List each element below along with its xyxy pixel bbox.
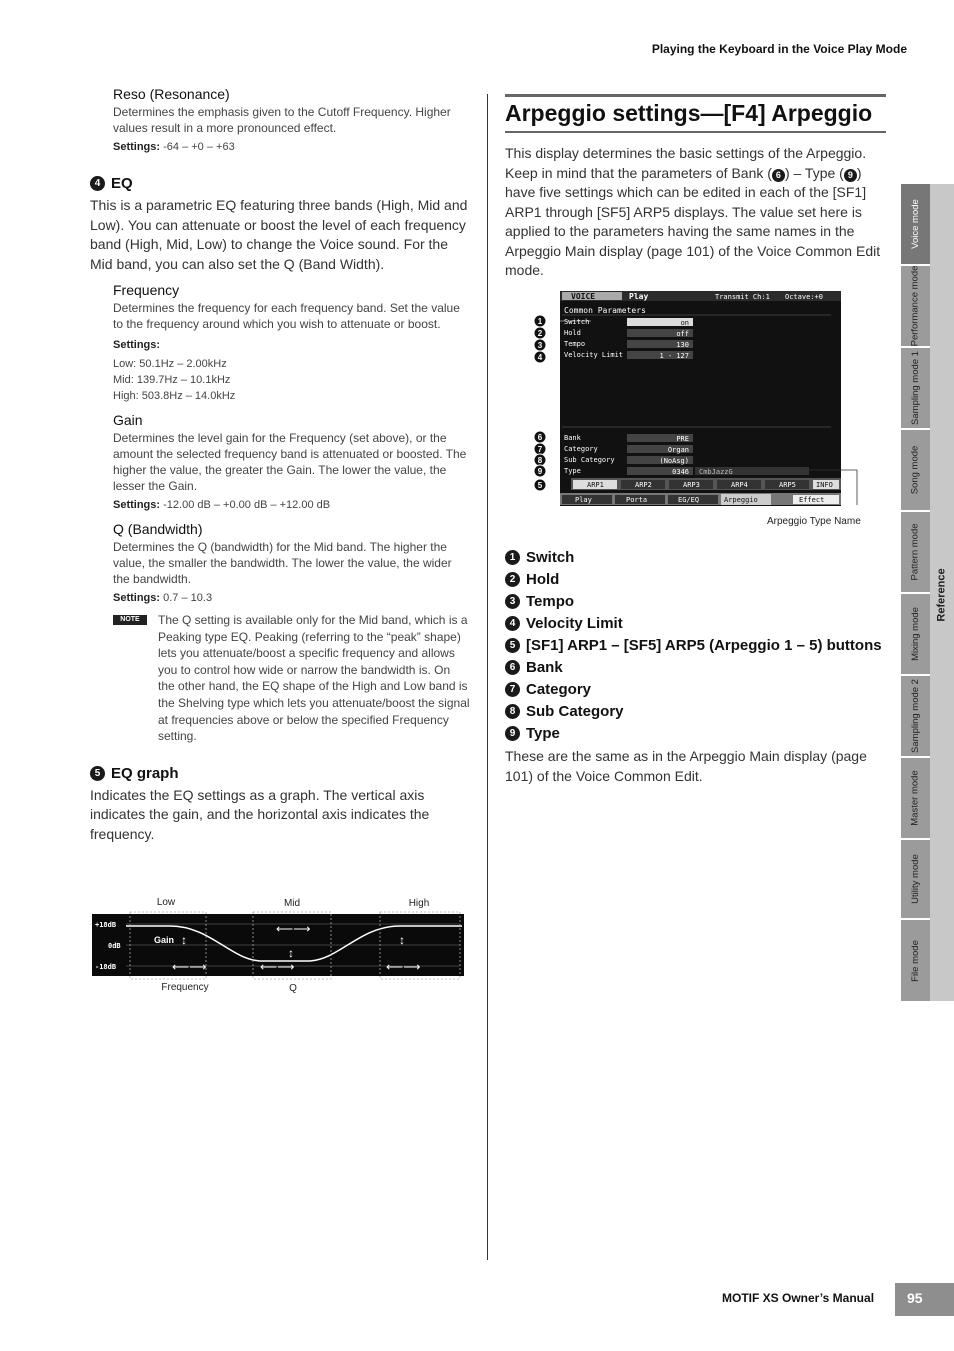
type-name-value: CmbJazzG [699, 468, 733, 476]
play-label: Play [629, 292, 649, 301]
gain-settings [113, 498, 470, 513]
number-badge: 4 [505, 616, 520, 631]
eq-graph-title: EQ graph [111, 764, 179, 782]
vertical-arrow-icon: ↕ [288, 946, 294, 960]
callout-3: 3 [537, 341, 543, 350]
number-badge: 1 [505, 550, 520, 565]
tab-label: File mode [909, 939, 921, 982]
callout-5: 5 [537, 481, 543, 490]
horizontal-arrow-icon: ⟵⟶ [276, 922, 311, 936]
tab-label: Master mode [909, 770, 921, 826]
tab-label: Voice mode [909, 199, 921, 249]
horizontal-arrow-icon: ⟵⟶ [172, 960, 207, 974]
reso-settings [113, 140, 470, 155]
tab-arpeggio-label: Arpeggio [724, 496, 758, 504]
callout-9: 9 [537, 467, 543, 476]
q-title: Q (Bandwidth) [113, 521, 203, 537]
callout-6: 6 [537, 433, 543, 442]
arp4-label: ARP4 [731, 481, 748, 489]
number-badge: 5 [505, 638, 520, 653]
number-badge: 2 [505, 572, 520, 587]
tab-label: Performance mode [909, 265, 921, 347]
arp5-label: ARP5 [779, 481, 796, 489]
velocity-value: 1 - 127 [659, 352, 689, 360]
vertical-arrow-icon: ↕ [399, 933, 405, 947]
eq-graph-heading [90, 765, 470, 782]
tab-utility-mode[interactable] [901, 840, 930, 920]
frequency-mid: Mid: 139.7Hz – 10.1kHz [113, 374, 231, 386]
common-params-title: Common Parameters [564, 306, 646, 315]
callout-2: 2 [537, 329, 543, 338]
category-param: Category [564, 445, 598, 453]
list-item [505, 547, 885, 569]
q-settings [113, 591, 470, 606]
velocity-param: Velocity Limit [564, 351, 624, 359]
tab-song-mode[interactable] [901, 430, 930, 512]
section-title: Arpeggio settings—[F4] Arpeggio [505, 94, 886, 133]
settings-value: -64 – +0 – +63 [163, 141, 235, 153]
frequency-high: High: 503.8Hz – 14.0kHz [113, 390, 236, 402]
reference-label [930, 560, 954, 630]
number-badge: 9 [844, 169, 857, 182]
eq-heading [90, 175, 470, 192]
lcd-screen [531, 291, 876, 528]
list-item [505, 569, 885, 591]
list-item [505, 679, 885, 701]
reference-text: Reference [936, 568, 949, 622]
list-item-label: Sub Category [526, 703, 624, 720]
intro-part: ) – Type ( [784, 164, 844, 181]
arp3-label: ARP3 [683, 481, 700, 489]
number-badge: 5 [90, 766, 105, 781]
hold-param: Hold [564, 329, 581, 337]
horizontal-arrow-icon: ⟵⟶ [386, 960, 421, 974]
arp1-label: ARP1 [587, 481, 604, 489]
info-label: INFO [816, 481, 833, 489]
switch-value: on [680, 319, 689, 327]
reso-title: Reso (Resonance) [113, 86, 230, 102]
q-block [113, 521, 470, 606]
tab-performance-mode[interactable] [901, 266, 930, 348]
settings-value: 0.7 – 10.3 [163, 592, 213, 604]
callout-8: 8 [537, 456, 543, 465]
callout-1: 1 [537, 317, 543, 326]
side-tab-bar [901, 184, 930, 1001]
eq-graph-body: Indicates the EQ settings as a graph. The vertical axis indicates the gain, and the horizontal axis indicates the frequency. [90, 786, 430, 842]
settings-value: -12.00 dB – +0.00 dB – +12.00 dB [163, 499, 331, 511]
q-label: Q [289, 983, 297, 994]
tab-effect-label: Effect [799, 496, 825, 504]
number-badge: 3 [505, 594, 520, 609]
list-item-label: Switch [526, 549, 575, 566]
transmit-label: Transmit Ch:1 [715, 293, 770, 301]
list-item [505, 591, 885, 613]
reso-desc: Determines the emphasis given to the Cutoff Frequency. Higher values result in a more pronounced effect. [113, 105, 451, 135]
category-value: Organ [667, 446, 689, 454]
settings-label: Settings: [113, 592, 161, 604]
frequency-label: Frequency [161, 982, 209, 993]
tab-label: Sampling mode 1 [909, 351, 921, 425]
arpeggio-intro [505, 144, 886, 281]
list-item-label: Type [526, 725, 560, 742]
frequency-low: Low: 50.1Hz – 2.00kHz [113, 358, 227, 370]
page-number: 95 [895, 1283, 954, 1316]
list-item [505, 613, 885, 635]
q-desc: Determines the Q (bandwidth) for the Mid band. The higher the value, the smaller the bandwidth. The lower the value, the wider the bandwidth. [113, 540, 452, 586]
horizontal-arrow-icon: ⟵⟶ [260, 960, 295, 974]
number-badge: 6 [772, 169, 785, 182]
note-block [113, 612, 470, 745]
gain-block [113, 412, 470, 513]
reso-block [113, 86, 470, 155]
list-item-label: Hold [526, 571, 560, 588]
low-label: Low [156, 897, 176, 908]
bank-param: Bank [564, 434, 581, 442]
frequency-settings-label [113, 338, 470, 353]
tab-pattern-mode[interactable] [901, 512, 930, 594]
settings-label: Settings: [113, 339, 161, 351]
db-bot-label: -18dB [95, 963, 117, 971]
column-divider [487, 94, 488, 1260]
list-item-label: Category [526, 681, 592, 698]
tempo-value: 130 [676, 341, 689, 349]
list-item-label: Tempo [526, 593, 575, 610]
tab-label: Sampling mode 2 [909, 679, 921, 753]
eq-graph-figure [90, 893, 466, 995]
list-item-label: [SF1] ARP1 – [SF5] ARP5 (Arpeggio 1 – 5) buttons [526, 637, 882, 654]
type-name-caption: Arpeggio Type Name [767, 516, 861, 527]
tab-voice-mode[interactable] [901, 184, 930, 266]
gain-desc: Determines the level gain for the Frequency (set above), or the amount the selected frequency band is attenuated or boosted. The higher the value, the greater the Gain. The lower the value, the lesser the Gain. [113, 431, 467, 493]
tab-label: Utility mode [909, 854, 921, 904]
hold-value: off [676, 330, 689, 338]
arp2-label: ARP2 [635, 481, 652, 489]
number-badge: 8 [505, 704, 520, 719]
mid-label: Mid [283, 898, 301, 909]
number-badge: 7 [505, 682, 520, 697]
eq-body: This is a parametric EQ featuring three bands (High, Mid and Low). You can attenuate or boost the level of each frequency band (High, Mid, Low) to change the Voice sound. For the Mid band, you can also set the Q (Band Width). [90, 197, 468, 272]
octave-label: Octave:+0 [785, 293, 823, 301]
gain-title: Gain [113, 412, 143, 428]
list-item-label: Bank [526, 659, 563, 676]
eq-title: EQ [111, 175, 133, 192]
intro-part: This display determines the basic settings of the Arpeggio. Keep in mind that the parameters of Bank ( [505, 145, 867, 181]
mode-label: VOICE [571, 292, 596, 301]
tab-sampling-mode-2[interactable] [901, 676, 930, 758]
high-label: High [408, 898, 430, 909]
switch-param: Switch [564, 318, 590, 326]
gain-label: Gain [154, 935, 175, 945]
vertical-arrow-icon: ↕ [181, 933, 187, 947]
tab-label: Song mode [909, 445, 921, 495]
tab-sampling-mode-1[interactable] [901, 348, 930, 430]
callout-4: 4 [537, 353, 543, 362]
tab-label: Mixing mode [909, 607, 921, 661]
left-column [90, 86, 470, 844]
frequency-block [113, 282, 470, 404]
note-icon: NOTE [113, 615, 147, 625]
number-badge: 9 [505, 726, 520, 741]
parameter-list [505, 547, 885, 786]
bank-value: PRE [676, 435, 689, 443]
subcategory-value: (NoAsg) [659, 457, 689, 465]
arpeggio-screen-figure [531, 291, 876, 528]
list-item [505, 657, 885, 679]
tab-file-mode[interactable] [901, 920, 930, 1001]
db-mid-label: 0dB [108, 942, 121, 950]
list-item [505, 701, 885, 723]
note-text: The Q setting is available only for the Mid band, which is a Peaking type EQ. Peaking (referring to the “peak” shape) lets you attenuate/boost a specific frequency and allows you to control how wide or narrow the bandwidth is. On the other hand, the EQ shape of the High and Low band is the Shelving type which lets you attenuate/boost the signal at frequencies above or below the specified Frequency setting. [158, 613, 470, 744]
tab-play-label: Play [575, 496, 592, 504]
tempo-param: Tempo [564, 340, 586, 348]
tab-master-mode[interactable] [901, 758, 930, 840]
running-header: Playing the Keyboard in the Voice Play Mode [651, 42, 907, 56]
type-param: Type [564, 467, 581, 475]
right-column [505, 94, 886, 281]
tab-mixing-mode[interactable] [901, 594, 930, 676]
list-outro: These are the same as in the Arpeggio Main display (page 101) of the Voice Common Edit. [505, 748, 867, 784]
tab-label: Pattern mode [909, 523, 921, 581]
tab-egeq-label: EG/EQ [678, 496, 700, 504]
list-item-label: Velocity Limit [526, 615, 623, 632]
number-badge: 4 [90, 176, 105, 191]
settings-label: Settings: [113, 499, 161, 511]
type-value: 0346 [672, 468, 689, 476]
footer-title: MOTIF XS Owner’s Manual [722, 1291, 875, 1305]
db-top-label: +18dB [95, 921, 117, 929]
frequency-title: Frequency [113, 282, 180, 298]
frequency-desc: Determines the frequency for each frequency band. Set the value to the frequency around which you wish to attenuate or boost. [113, 301, 460, 331]
callout-7: 7 [537, 445, 543, 454]
settings-label: Settings: [113, 141, 161, 153]
number-badge: 6 [505, 660, 520, 675]
list-item [505, 723, 885, 745]
intro-part: ) have five settings which can be edited in each of the [SF1] ARP1 through [SF5] ARP5 displays. The value set here is applied to the parameters having the same names in the Arpeggio Main display (page 101) of the Voice Common Edit mode. [505, 164, 881, 278]
list-item [505, 635, 885, 657]
subcategory-param: Sub Category [564, 456, 615, 464]
tab-porta-label: Porta [626, 496, 648, 504]
